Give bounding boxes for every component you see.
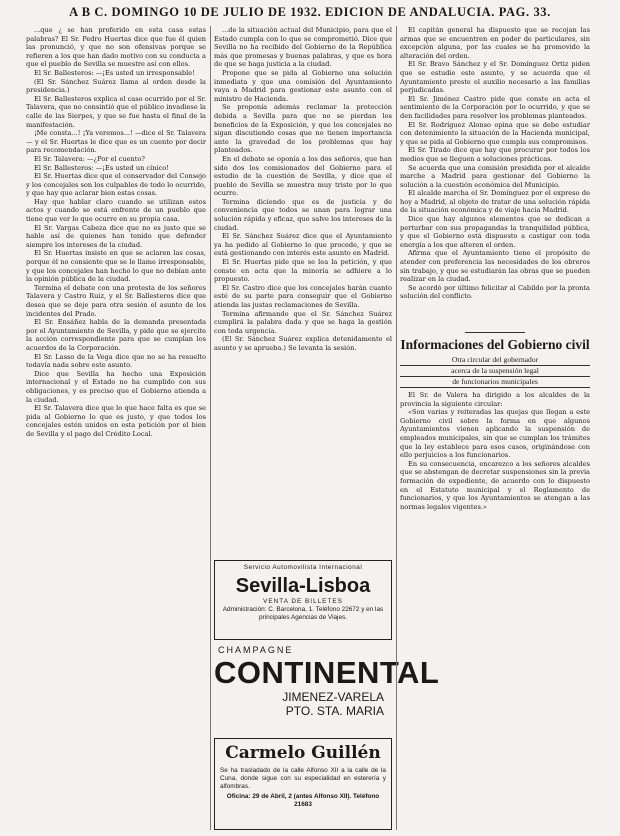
article-paragraph: El Sr. Castro dice que los concejales harán cuanto esté de su parte para conseguir que el Gobierno atienda las justas reclamaciones de Sevilla. <box>214 283 392 309</box>
column-right-top <box>400 26 590 326</box>
ad-guillen-line2: Oficina: 29 de Abril, 2 (antes Alfonso XII). Teléfono 21683 <box>226 793 380 808</box>
ad-sevilla-name: Sevilla-Lisboa <box>235 575 371 597</box>
ad-continental-top: CHAMPAGNE <box>218 645 294 655</box>
ad-sevilla-top: Servicio Automovilista Internacional <box>243 564 363 571</box>
article-paragraph: El Sr. Ensáñez habla de la demanda presentada por el Ayuntamiento de Sevilla, y pide que se ejercite la acción correspondiente para que se cumplan los acuerdos de la Corporación. <box>26 318 206 352</box>
article-paragraph: Dice que Sevilla ha hecho una Exposición internacional y el Estado no ha cumplido con sus obligaciones, y es preciso que el Gobierno atienda a la ciudad. <box>26 369 206 404</box>
article-paragraph: En su consecuencia, encarezco a los señores alcaldes que se abstengan de decretar suspensiones sin la previa formación de expediente, de acuerdo con lo dispuesto en el Estatuto municipal y el Reglamento de funcionarios, y que los Ayuntamientos se atengan a las normas legales vigentes.» <box>400 459 590 511</box>
article-paragraph: Dice que hay algunos elementos que se dedican a perturbar con sus propagandas la tranquilidad pública, y que el Gobierno está dispuesto a castigar con toda energía a los que alteren el orden. <box>400 215 590 249</box>
article-paragraph: El Sr. Talavera dice que lo que hace falta es que se pida al Gobierno lo que es justo, y que todos los concejales estén unidos en esta petición por el bien de Sevilla y el pago del Crédito Local. <box>26 404 206 438</box>
article-paragraph: El Sr. Talavera: —¿Por el cuento? <box>34 154 145 163</box>
article-paragraph: El Sr. Vargas Cabeza dice que no es justo que se hable así de quienes han tenido que defender siempre los intereses de la ciudad. <box>26 223 206 249</box>
article-paragraph: El Sr. Ballesteros: —¡Es usted un irresponsable! <box>34 68 195 77</box>
article-paragraph: El Sr. Jiménez Castro pide que conste en acta el sentimiento de la Corporación por lo ocurrido, y que se den facilidades para resolver los problemas planteados. <box>400 94 590 120</box>
article-paragraph: El alcalde marcha el Sr. Domínguez por el expreso de hoy a Madrid, al objeto de tratar de una solución rápida de la situación económica y de viaje hacia Madrid. <box>400 189 590 215</box>
article-paragraph: El Sr. de Valera ha dirigido a los alcaldes de la provincia la siguiente circular: <box>400 391 590 408</box>
article-paragraph: El Sr. Bravo Sánchez y el Sr. Domínguez Ortiz piden que se estudie este asunto, y se acuerda que el Ayuntamiento preste el auxilio necesario a las familias perjudicadas. <box>400 60 590 95</box>
section-rule <box>465 332 525 333</box>
article-paragraph: Se proponía además reclamar la protección debida a Sevilla para que no se pierdan los beneficios de la Exposición, y que los concejales no sigan discutiendo cosas que no tienen importancia ante la gravedad de los problemas que hay planteados. <box>214 103 392 155</box>
column-left <box>26 26 206 830</box>
article-paragraph: Se acuerda que una comisión presidida por el alcalde marche a Madrid para gestionar del Gobierno la solución a la cuestión económica del Municipio. <box>400 163 590 189</box>
article-paragraph: Afirma que el Ayuntamiento tiene el propósito de atender con preferencia las necesidades de los obreros sin trabajo, y que se estudiarán las obras que se pueden realizar en la ciudad. <box>400 249 590 284</box>
article-paragraph: Termina el debate con una protesta de los señores Talavera y Castro Ruiz, y el Sr. Ballesteros dice que desea que se deje para otra sesión el asunto de los incidentes del Prado. <box>26 283 206 318</box>
article-paragraph: El Sr. Ballesteros: —¡Es usted un cínico! <box>34 163 169 172</box>
header-text: A B C. DOMINGO 10 DE JULIO DE 1932. EDICION DE ANDALUCIA. PAG. 33. <box>69 5 551 19</box>
ad-continental-line1: JIMENEZ-VARELA <box>282 690 384 704</box>
article-paragraph: El Sr. Rodríguez Alonso opina que se debe estudiar con detenimiento la situación de la Hacienda municipal, y que se pida al Gobierno que cumpla sus compromisos. <box>400 120 590 146</box>
subtitle-line-1: Otra circular del gobernador <box>400 355 590 366</box>
ad-champagne-continental <box>214 645 440 731</box>
article-paragraph: ¡Me consta...! ¡Ya veremos...! —dice el Sr. Talavera— y el Sr. Huertas le dice que es un cuento por decir para recomendación. <box>26 129 206 155</box>
article-paragraph: El capitán general ha dispuesto que se recojan las armas que se encuentren en poder de particulares, sin excepción alguna, por las cuales se ha promovido la alteración del orden. <box>400 26 590 60</box>
ad-guillen-name: Carmelo Guillén <box>225 743 381 763</box>
article-paragraph: El Sr. Huertas dice que el conservador del Consejo y los concejales son los culpables de todo lo ocurrido, y que hay que aclarar bien estas cosas. <box>26 172 206 198</box>
article-paragraph: El Sr. Lasso de la Vega dice que no se ha resuelto todavía nada sobre este asunto. <box>26 352 206 370</box>
article-paragraph: El Sr. Huertas insiste en que se aclaren las cosas, porque él no consiente que se le llame irresponsable, y que los concejales han hecho lo que no debían ante la opinión pública de la ciudad. <box>26 249 206 284</box>
article-paragraph: ...que ¿ se han proferido en esta casa estas palabras? El Sr. Pedro Huertas dice que fue él quien las pronunció, y que no son ofensivas porque se refieren a los que han dado motivo con su conducta a que el pueblo de Sevilla se muestre así con ellos. <box>26 26 206 69</box>
column-divider <box>396 26 397 830</box>
article-paragraph: Termina diciendo que es de justicia y de conveniencia que todos se unan para lograr una solución rápida y eficaz, que salve los intereses de la ciudad. <box>214 197 392 232</box>
column-right <box>400 26 590 836</box>
column-divider <box>210 26 211 830</box>
ad-carmelo-guillen <box>214 738 392 830</box>
ad-continental-line2: PTO. STA. MARIA <box>285 704 384 718</box>
article-paragraph: El Sr. Huertas pide que se lea la petición, y que conste en acta que la minoría se adhiere a lo propuesto. <box>214 258 392 284</box>
article-paragraph: Propone que se pida al Gobierno una solución inmediata y que una comisión del Ayuntamiento vaya a Madrid para gestionar este asunto con el ministro de Hacienda. <box>214 68 392 103</box>
page-header <box>22 5 598 23</box>
article-paragraph: ...de la situación actual del Municipio, para que el Estado cumpla con lo que se comprometió. Dice que Sevilla no ha recibido del Gobierno de la República más que promesas y buenas palabras, y que es hora de que se haga justicia a la ciudad. <box>214 26 392 69</box>
article-paragraph: «Son varias y reiteradas las quejas que llegan a este Gobierno civil sobre la forma en que algunos Ayuntamientos vienen aplicando la suspensión de empleados municipales, sin que se cumplan los trámites que la ley establece para esos casos, originándose con ello perjuicios a los funcionarios. <box>400 408 590 460</box>
subtitle-line-3: de funcionarios municipales <box>400 377 590 388</box>
ad-guillen-line1: Se ha trasladado de la calle Alfonso XII a la calle de la Cuna, donde sigue con su especialidad en esterería y alfombras. <box>220 767 386 790</box>
article-paragraph: (El Sr. Sánchez Suárez llama al orden desde la presidencia.) <box>26 77 206 95</box>
article-paragraph: Hay que hablar claro cuando se utilizan estos actos y cuando se está enfrente de un pueblo que tiene que ver lo que ocurre en su propia casa. <box>26 197 206 224</box>
subtitle-line-2: acerca de la suspensión legal <box>400 366 590 377</box>
article-paragraph: (El Sr. Sánchez Suárez explica detenidamente el asunto y se aprueba.) Se levanta la sesión. <box>214 335 392 352</box>
ad-sevilla-line1: VENTA DE BILLETES <box>263 598 343 605</box>
article-paragraph: Se acordó por último felicitar al Cabildo por la pronta solución del conflicto. <box>400 283 590 301</box>
article-paragraph: El Sr. Ballesteros explica el caso ocurrido por el Sr. Talavera, que no consintió que el público invadiese la calle de las Sierpes, y que se fue hasta el final de la manifestación. <box>26 94 206 129</box>
ad-continental-name: CONTINENTAL <box>214 655 440 690</box>
article-paragraph: Termina afirmando que el Sr. Sánchez Suárez cumplirá la palabra dada y que se haga la gestión con toda urgencia. <box>214 309 392 335</box>
article-paragraph: El Sr. Sánchez Suárez dice que el Ayuntamiento ya ha pedido al Gobierno lo que procede, y que se está gestionando con interés este asunto en Madrid. <box>214 232 392 258</box>
ad-sevilla-lisboa <box>214 560 392 640</box>
article-paragraph: En el debate se oponía a los dos señores, que han sido dos los comisionados del Gobierno para el estudio de la cuestión de Sevilla, y dice que el pueblo de Sevilla se muestra muy triste por lo que ocurre. <box>214 154 392 198</box>
column-right-bottom <box>400 391 590 511</box>
section-title: Informaciones del Gobierno civil <box>400 337 590 352</box>
ad-sevilla-line2: Administración: C. Barcelona, 1. Teléfono 22672 y en las principales Agencias de Viajes. <box>222 606 384 621</box>
article-paragraph: El Sr. Tirado dice que hay que procurar por todos los medios que se lleguen a soluciones prácticas. <box>400 146 590 163</box>
column-middle <box>214 26 392 536</box>
section-subtitles <box>400 355 590 388</box>
